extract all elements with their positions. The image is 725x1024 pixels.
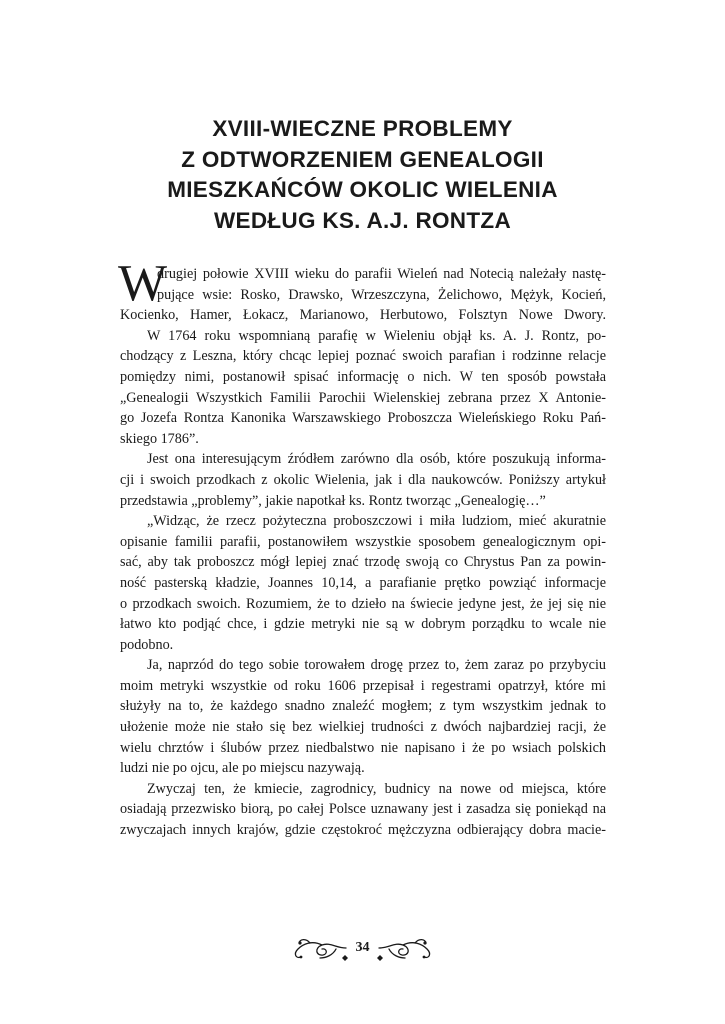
page-footer [0,936,725,966]
text-line: pujące wsie: Rosko, Drawsko, Wrzeszczyna, Żelichowo, Mężyk, Kocień, [157,286,606,303]
text-line: „Widząc, że rzecz pożyteczna proboszczowi i miła ludziom, mieć akuratnie [147,513,606,530]
text-line: wielu chrztów i ślubów przez niedbalstwo nie napisano i że po wsiach polskich [120,739,606,756]
text-line: drugiej połowie XVIII wieku do parafii Wieleń nad Notecią należały nastę- [157,266,606,282]
text-line: ność pasterską kładzie, Joannes 10,14, a parafianie prętko powziąć informacje [120,574,606,591]
text-line: sać, aby tak proboszcz mógł lepiej znać trzodę swoją co Chrystus Pan za powin- [120,554,606,571]
text-line: służyły na to, że każdego snadno znaleźć mogłem; z tym wszystkim jednak to [120,698,606,715]
text-line: skiego 1786”. [120,430,199,447]
title-line: XVIII-WIECZNE PROBLEMY [212,116,513,141]
text-line: zwyczajach innych krajów, gdzie częstokroć mężczyzna odbierający dobra macie- [120,822,606,839]
text-line: Kocienko, Hamer, Łokacz, Marianowo, Herbutowo, Folsztyn Nowe Dwory. [120,307,606,324]
text-line: o przodkach swoich. Rozumiem, że to dzieło na świecie jedyne jest, że jej się nie [120,595,606,612]
article-body [118,255,606,841]
page-number: 34 [355,940,370,955]
text-line: Zwyczaj ten, że kmiecie, zagrodnicy, budnicy na nowe od miejsca, które [147,780,606,797]
article-title [80,114,645,236]
text-line: łatwo kto podjąć chce, i gdzie metryki nie są w dobrym porządku to wcale nie [120,616,606,633]
text-line: ludzi nie po ojcu, ale po miejscu nazywają. [120,760,365,777]
text-line: podobno. [120,636,174,653]
text-line: W 1764 roku wspomnianą parafię w Wieleniu objął ks. A. J. Rontz, po- [147,327,606,344]
text-line: Ja, naprzód do tego sobie torowałem drogę przez to, żem zaraz po przybyciu [147,657,606,674]
text-line: osiadają przezwisko biorą, po całej Polsce uznawany jest i zasadza się poniekąd na [120,801,606,818]
text-line: cji i swoich przodkach z okolic Wielenia, jak i dla naukowców. Poniższy artykuł [120,471,606,488]
text-line: opisanie familii parafii, postanowiłem wszystkie sposobem genealogicznym opi- [120,533,606,550]
text-line: go Jozefa Rontza Kanonika Warszawskiego Proboszcza Wieleńskiego Roku Pań- [120,410,606,427]
text-line: pomiędzy nimi, postanowił spisać informację o nich. W ten sposób powstała [120,368,606,385]
text-line: „Genealogii Wszystkich Familii Parochii Wielenskiej zebrana przez X Antonie- [120,389,606,406]
text-line: ułożenie może nie stało się bez wielkiej trudności z dwóch najbardziej racji, że [120,719,606,736]
text-line: Jest ona interesującym źródłem zarówno dla osób, które poszukują informa- [147,451,606,468]
drop-cap: W [118,255,168,312]
text-line: moim metryki wszystkie od roku 1606 przepisał i regestrami opatrzył, które mi [120,677,606,694]
title-line: MIESZKAŃCÓW OKOLIC WIELENIA [167,177,558,202]
text-line: chodzący z Leszna, który chcąc lepiej poznać swoich parafian i rodzinne relacje [120,348,606,365]
text-line: przedstawia „problemy”, jakie napotkał ks. Rontz tworząc „Genealogię…” [120,492,546,509]
title-line: Z ODTWORZENIEM GENEALOGII [181,146,544,172]
title-line: WEDŁUG KS. A.J. RONTZA [213,207,511,233]
first-paragraph [118,255,606,326]
